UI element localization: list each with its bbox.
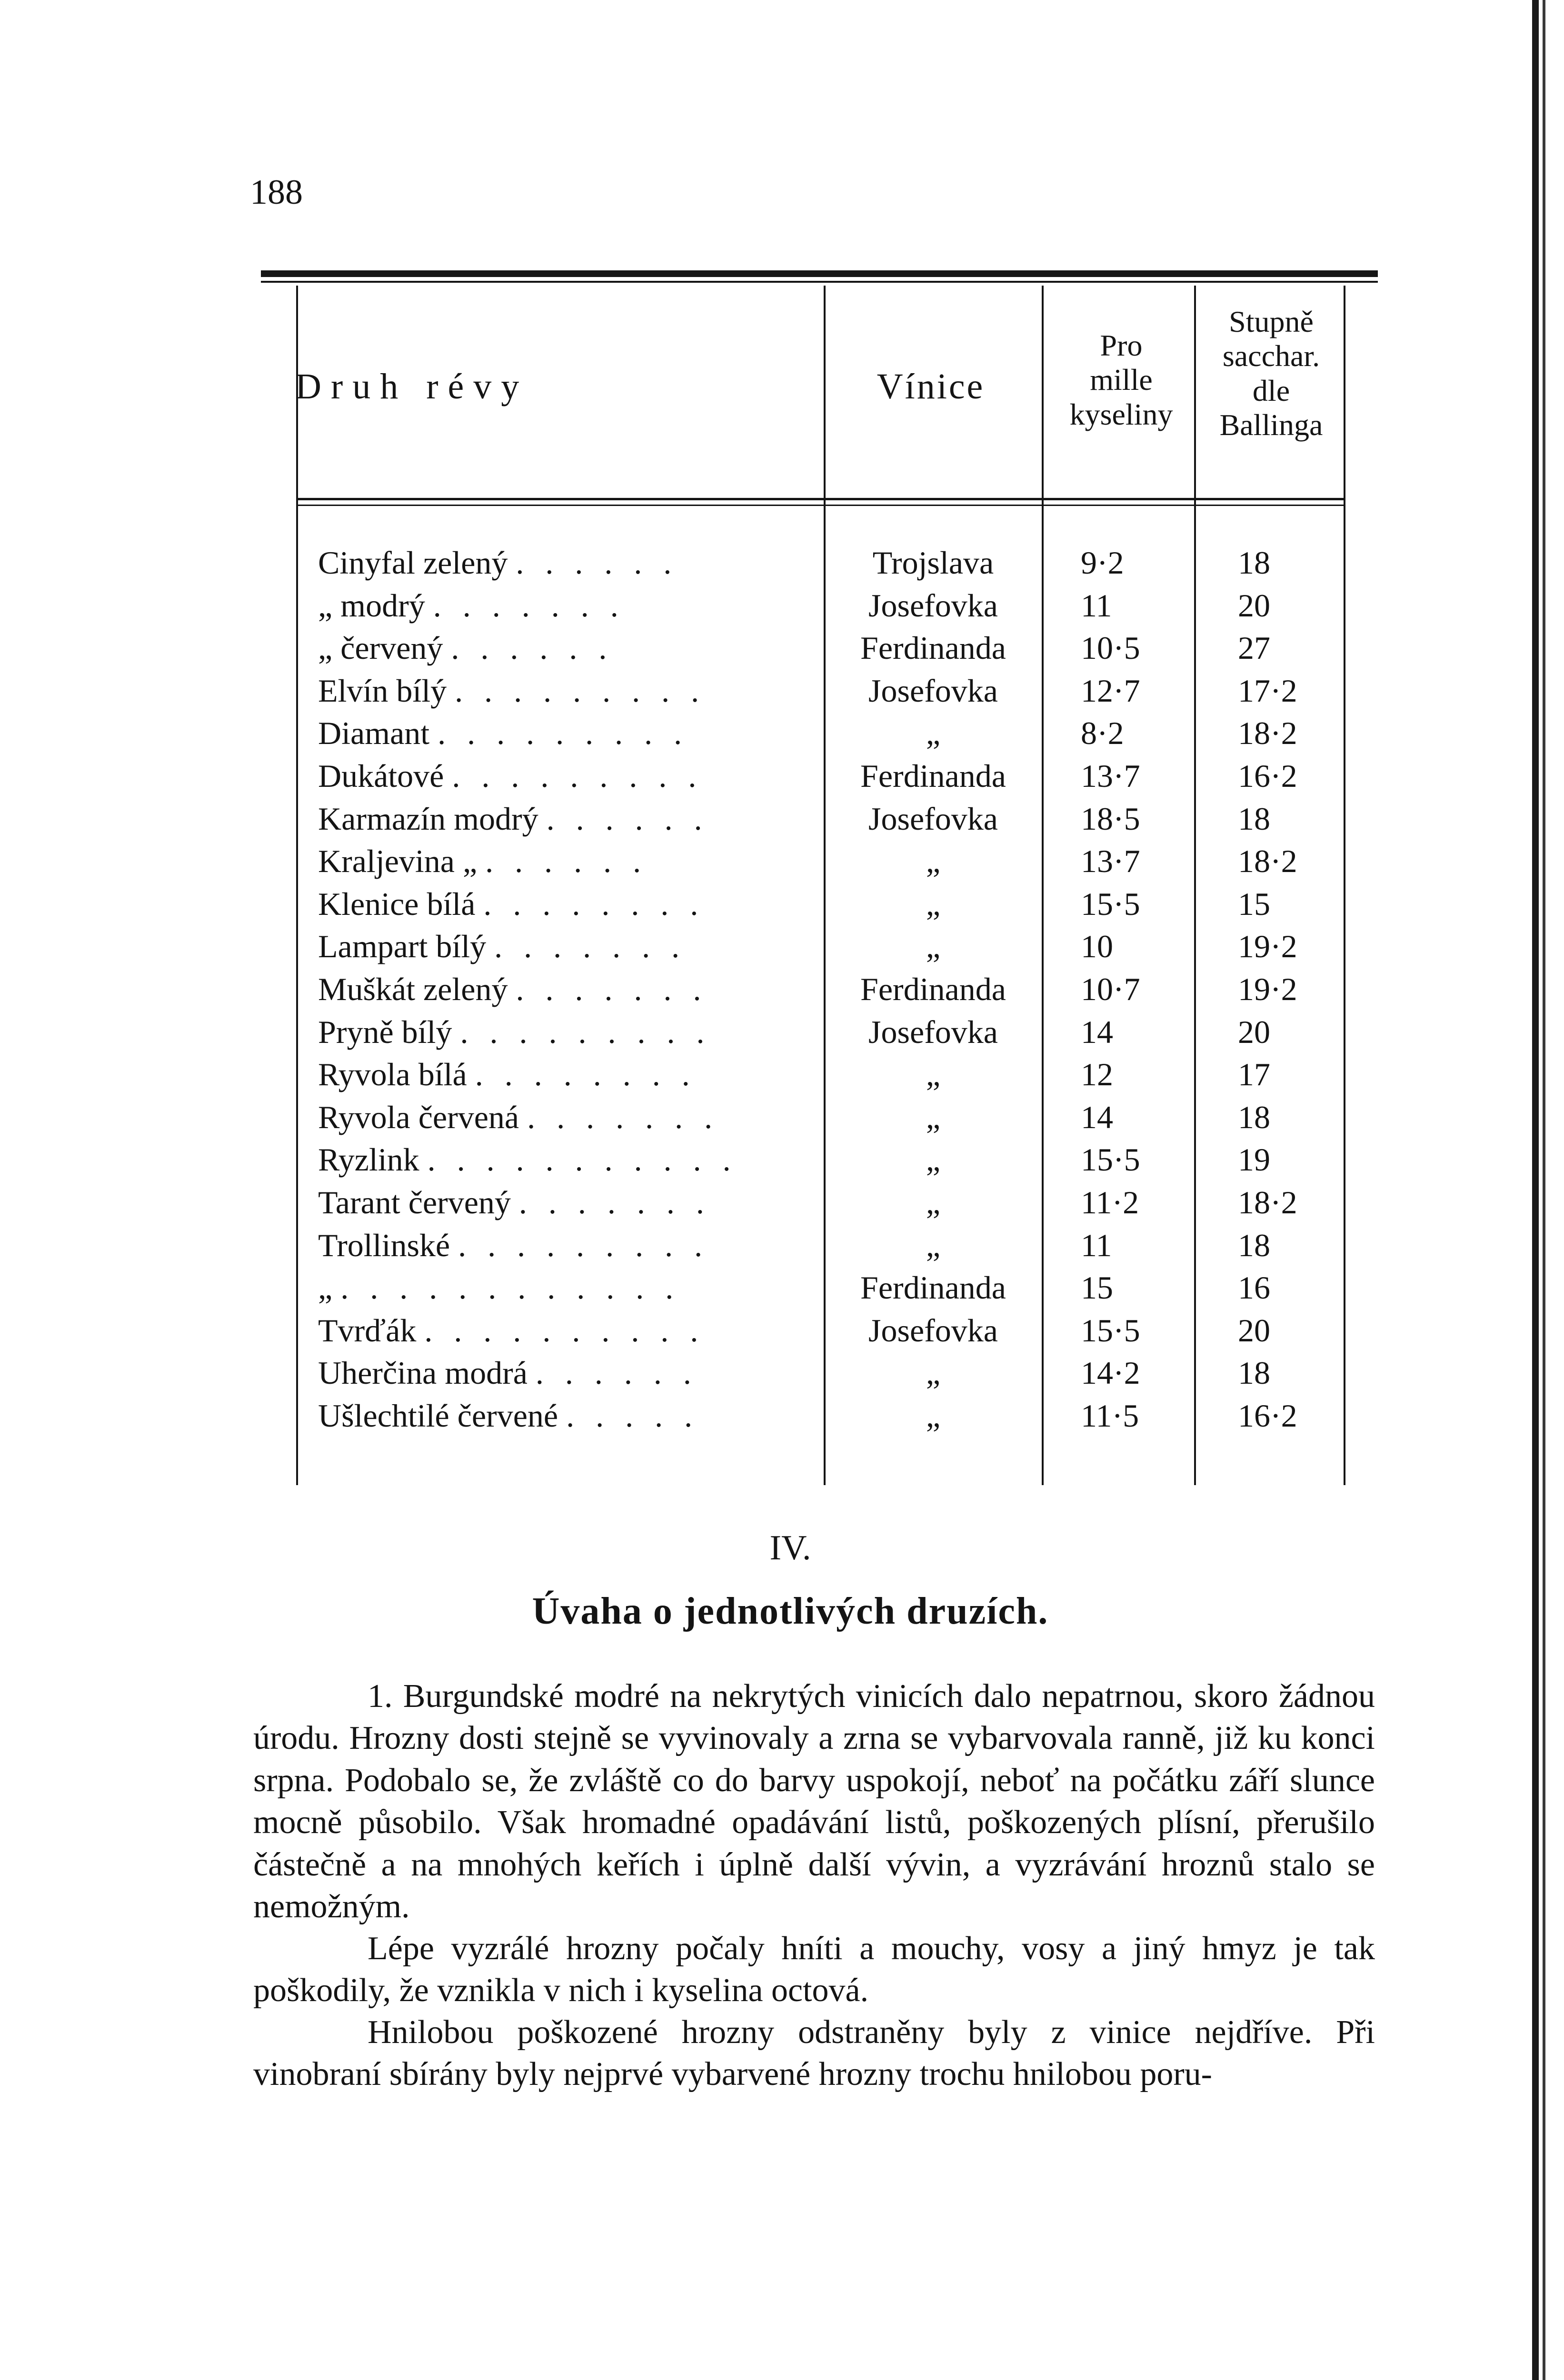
table-row-variety <box>318 755 785 797</box>
variety-name: Ryvola bílá <box>318 1056 467 1092</box>
leader-dots: . . . . . . <box>535 1355 698 1391</box>
table-row-variety <box>318 840 785 882</box>
leader-dots: . . . . . . . . . . . <box>427 1141 737 1178</box>
header-sugar-line: sacchar. <box>1222 339 1320 373</box>
table-row-sugar: 20 <box>1238 587 1270 624</box>
table-row-variety <box>318 585 785 626</box>
table-row-vineyard: „ <box>926 1184 941 1220</box>
table-row-acidity: 13·7 <box>1081 843 1140 879</box>
table-row-variety <box>318 1395 785 1437</box>
table-row-vineyard: „ <box>926 1355 941 1391</box>
header-sugar-degrees <box>1195 305 1347 442</box>
table-row-variety <box>318 883 785 925</box>
variety-name: Klenice bílá <box>318 886 476 922</box>
header-sugar-line: Stupně <box>1229 305 1314 338</box>
variety-name: Uherčina modrá <box>318 1355 528 1391</box>
leader-dots: . . . . . . <box>485 843 648 879</box>
table-row-vineyard: Ferdinanda <box>860 971 1006 1007</box>
table-row-sugar: 18 <box>1238 1099 1270 1135</box>
table-row-sugar: 17 <box>1238 1056 1270 1092</box>
header-vineyard: Vínice <box>877 367 985 407</box>
table-row-variety <box>318 1053 785 1095</box>
header-acidity <box>1043 328 1200 432</box>
table-row-vineyard: „ <box>926 1099 941 1135</box>
header-bottom-rule <box>298 498 1345 500</box>
variety-name: Karmazín modrý <box>318 801 538 837</box>
table-row-variety <box>318 1181 785 1223</box>
leader-dots: . . . . . . . . . <box>460 1014 711 1050</box>
table-row-variety <box>318 1309 785 1351</box>
leader-dots: . . . . . . . . . <box>458 1227 709 1263</box>
table-row-sugar: 20 <box>1238 1014 1270 1050</box>
variety-name: Tvrďák <box>318 1312 417 1349</box>
table-row-sugar: 27 <box>1238 630 1270 666</box>
table-row-vineyard: „ <box>926 928 941 964</box>
table-row-variety <box>318 1267 785 1309</box>
leader-dots: . . . . . . <box>451 630 614 666</box>
table-row-acidity: 14 <box>1081 1099 1113 1135</box>
leader-dots: . . . . . . . <box>433 587 625 624</box>
header-acidity-line: kyseliny <box>1069 397 1173 431</box>
table-row-vineyard: „ <box>926 1056 941 1092</box>
table-row-variety <box>318 627 785 669</box>
table-row-vineyard: „ <box>926 1227 941 1263</box>
table-row-sugar: 16 <box>1238 1269 1270 1306</box>
header-sugar-line: Ballinga <box>1219 407 1323 442</box>
table-row-sugar: 17·2 <box>1238 673 1297 709</box>
table-top-rule <box>261 270 1378 277</box>
table-row-acidity: 9·2 <box>1081 545 1124 581</box>
table-row-acidity: 10·7 <box>1081 971 1140 1007</box>
section-title: Úvaha o jednotlivých druzích. <box>532 1590 1049 1632</box>
leader-dots: . . . . . . . . . . . . <box>340 1269 680 1306</box>
section-number: IV. <box>769 1528 811 1567</box>
leader-dots: . . . . . . . <box>516 971 708 1007</box>
header-variety: Druh révy <box>295 367 529 407</box>
table-row-variety <box>318 1011 785 1053</box>
table-row-vineyard: Trojslava <box>872 545 994 581</box>
table-row-sugar: 19 <box>1238 1141 1270 1178</box>
table-row-variety <box>318 1224 785 1266</box>
leader-dots: . . . . . <box>566 1398 699 1434</box>
leader-dots: . . . . . . <box>516 545 678 581</box>
table-row-vineyard: „ <box>926 1398 941 1434</box>
table-row-acidity: 12 <box>1081 1056 1113 1092</box>
table-row-acidity: 11·2 <box>1081 1184 1139 1220</box>
table-row-sugar: 19·2 <box>1238 971 1297 1007</box>
leader-dots: . . . . . . <box>546 801 709 837</box>
variety-name: Dukátové <box>318 758 444 794</box>
leader-dots: . . . . . . . . <box>483 886 705 922</box>
leader-dots: . . . . . . . . <box>475 1056 697 1092</box>
variety-name: Pryně bílý <box>318 1014 452 1050</box>
table-row-sugar: 16·2 <box>1238 1398 1297 1434</box>
table-row-vineyard: Josefovka <box>868 587 998 624</box>
leader-dots: . . . . . . . . . . <box>424 1312 705 1349</box>
page-number: 188 <box>250 173 303 212</box>
table-row-variety <box>318 670 785 712</box>
header-acidity-line: Pro <box>1100 328 1143 362</box>
table-row-acidity: 10·5 <box>1081 630 1140 666</box>
table-row-acidity: 18·5 <box>1081 801 1140 837</box>
variety-name: Ušlechtilé červené <box>318 1398 558 1434</box>
table-row-sugar: 18 <box>1238 1355 1270 1391</box>
variety-name: Ryvola červená <box>318 1099 519 1135</box>
variety-name: Kraljevina „ <box>318 843 478 879</box>
table-row-acidity: 11·5 <box>1081 1398 1139 1434</box>
table-row-vineyard: Ferdinanda <box>860 630 1006 666</box>
header-sugar-line: dle <box>1252 373 1290 407</box>
table-row-sugar: 18·2 <box>1238 715 1297 751</box>
table-left-border <box>296 286 298 1485</box>
table-top-rule-thin <box>261 281 1378 283</box>
variety-name: „ červený <box>318 630 443 666</box>
leader-dots: . . . . . . . . . <box>438 715 689 751</box>
body-paragraph: Lépe vyzrálé hrozny počaly hníti a mouchy, vosy a jiný hmyz je tak poškodily, že vznikla v nich i kyselina octová. <box>253 1930 1375 2009</box>
table-row-variety <box>318 542 785 584</box>
body-paragraph: 1. Burgundské modré na nekrytých vinicích dalo nepatrnou, skoro žádnou úrodu. Hrozny dosti stejně se vyvinovaly a zrna se vybarvovala ranně, již ku konci srpna. Podobalo se, že zvláště co do barvy uspokojí, neboť na počátku září slunce mocně působilo. Však hromadné opadávání listů, poškozených plísní, přerušilo částečně a na mnohých keřích i úplně další vývin, a vyzrávání hroznů stalo se nemožným. <box>253 1678 1375 1925</box>
table-row-acidity: 15·5 <box>1081 1141 1140 1178</box>
page-edge-shadow-inner <box>1543 0 1545 2380</box>
variety-name: Lampart bílý <box>318 928 487 964</box>
table-row-sugar: 19·2 <box>1238 928 1297 964</box>
table-row-vineyard: „ <box>926 886 941 922</box>
variety-name: Cinyfal zelený <box>318 545 508 581</box>
table-row-acidity: 12·7 <box>1081 673 1140 709</box>
header-bottom-rule-thin <box>298 505 1345 506</box>
variety-name: Ryzlink <box>318 1141 419 1178</box>
header-acidity-line: mille <box>1090 363 1153 397</box>
leader-dots: . . . . . . . <box>494 928 687 964</box>
variety-name: Tarant červený <box>318 1184 511 1220</box>
table-row-acidity: 15 <box>1081 1269 1113 1306</box>
table-row-acidity: 14·2 <box>1081 1355 1140 1391</box>
variety-name: „ modrý <box>318 587 425 624</box>
table-row-sugar: 18·2 <box>1238 843 1297 879</box>
table-row-vineyard: „ <box>926 715 941 751</box>
page-edge-shadow <box>1532 0 1539 2380</box>
table-row-variety <box>318 1096 785 1138</box>
variety-name: Trollinské <box>318 1227 450 1263</box>
leader-dots: . . . . . . . . . <box>455 673 706 709</box>
table-row-acidity: 11 <box>1081 587 1112 624</box>
table-row-vineyard: „ <box>926 843 941 879</box>
table-row-variety <box>318 925 785 967</box>
table-row-variety <box>318 968 785 1010</box>
variety-name: Muškát zelený <box>318 971 508 1007</box>
table-row-sugar: 18 <box>1238 801 1270 837</box>
table-row-sugar: 15 <box>1238 886 1270 922</box>
table-row-variety <box>318 1139 785 1180</box>
leader-dots: . . . . . . . . . <box>452 758 703 794</box>
table-row-variety <box>318 712 785 754</box>
table-row-acidity: 11 <box>1081 1227 1112 1263</box>
table-row-sugar: 18 <box>1238 545 1270 581</box>
table-row-sugar: 18 <box>1238 1227 1270 1263</box>
table-row-vineyard: Ferdinanda <box>860 758 1006 794</box>
table-row-variety <box>318 798 785 840</box>
table-row-acidity: 8·2 <box>1081 715 1124 751</box>
table-row-variety <box>318 1352 785 1394</box>
table-row-vineyard: Ferdinanda <box>860 1269 1006 1306</box>
column-divider-stupne <box>1194 286 1196 1485</box>
table-row-sugar: 18·2 <box>1238 1184 1297 1220</box>
table-row-acidity: 13·7 <box>1081 758 1140 794</box>
table-row-vineyard: Josefovka <box>868 1014 998 1050</box>
variety-name: Diamant <box>318 715 430 751</box>
table-row-vineyard: Josefovka <box>868 801 998 837</box>
leader-dots: . . . . . . . <box>518 1184 711 1220</box>
variety-name: „ <box>318 1269 333 1306</box>
table-row-vineyard: „ <box>926 1141 941 1178</box>
table-row-acidity: 10 <box>1081 928 1113 964</box>
table-row-vineyard: Josefovka <box>868 1312 998 1349</box>
table-row-sugar: 20 <box>1238 1312 1270 1349</box>
table-row-acidity: 15·5 <box>1081 1312 1140 1349</box>
table-row-sugar: 16·2 <box>1238 758 1297 794</box>
table-row-acidity: 15·5 <box>1081 886 1140 922</box>
table-right-border <box>1344 286 1345 1485</box>
table-row-vineyard: Josefovka <box>868 673 998 709</box>
variety-name: Elvín bílý <box>318 673 447 709</box>
table-row-acidity: 14 <box>1081 1014 1113 1050</box>
body-paragraph: Hnilobou poškozené hrozny odstraněny byly z vinice nejdříve. Při vinobraní sbírány byly nejprvé vybarvené hrozny trochu hnilobou poru- <box>253 2014 1375 2093</box>
leader-dots: . . . . . . . <box>527 1099 719 1135</box>
